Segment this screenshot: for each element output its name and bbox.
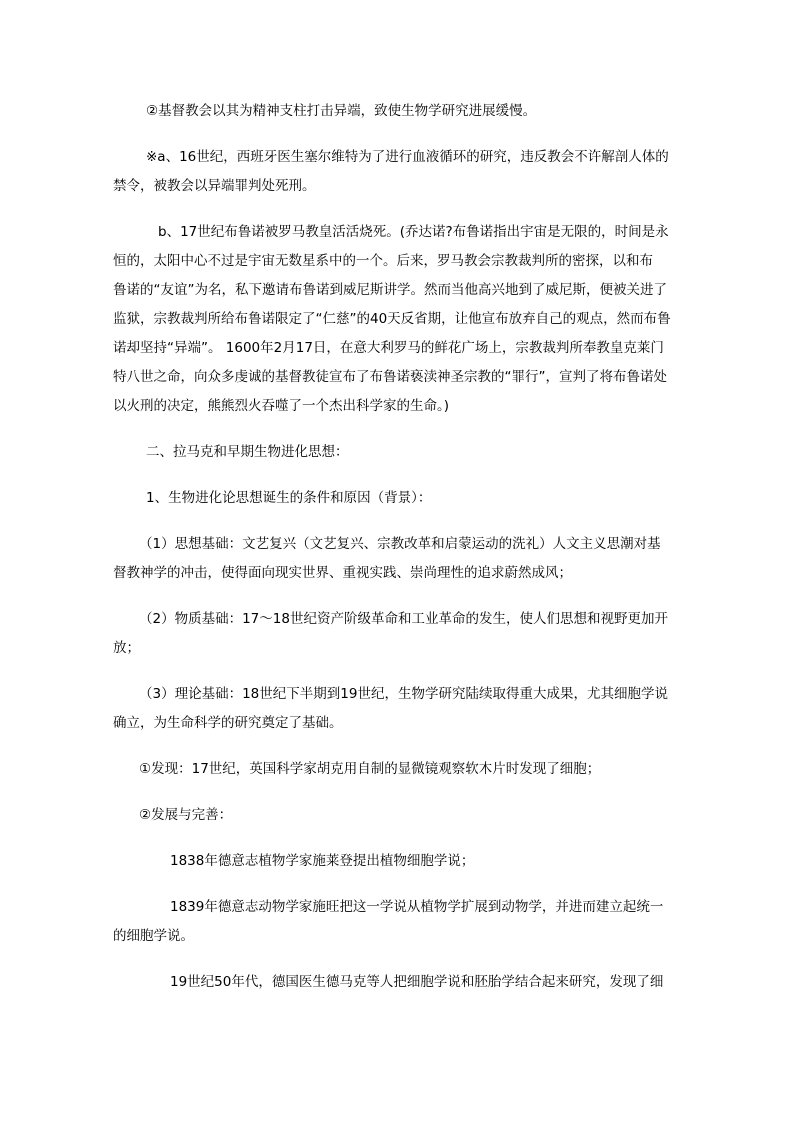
text-line: 19世纪50年代，德国医生德马克等人把细胞学说和胚胎学结合起来研究，发现了细 (170, 974, 664, 990)
text-line: 确立，为生命科学的研究奠定了基础。 (113, 715, 343, 731)
text-line: 放； (113, 640, 140, 656)
text-line: 禁令，被教会以异端罪判处死刑。 (113, 178, 316, 194)
text-line: 1839年德意志动物学家施旺把这一学说从植物学扩展到动物学，并进而建立起统一 (170, 899, 664, 915)
section-heading: 二、拉马克和早期生物进化思想： (146, 444, 349, 460)
text-line: b、17世纪布鲁诺被罗马教皇活活烧死。(乔达诺?布鲁诺指出宇宙是无限的，时间是永 (158, 224, 669, 240)
text-line: 的细胞学说。 (113, 928, 194, 944)
text-line: ②基督教会以其为精神支柱打击异端，致使生物学研究进展缓慢。 (146, 103, 537, 119)
subsection-heading: 1、生物进化论思想诞生的条件和原因（背景）： (146, 490, 432, 506)
text-line: 监狱，宗教裁判所给布鲁诺限定了“仁慈”的40天反省期，让他宣布放弃自己的观点，然而布鲁 (113, 311, 671, 327)
text-line: （2）物质基础：17～18世纪资产阶级革命和工业革命的发生，使人们思想和视野更加开 (139, 611, 668, 627)
text-line: 诺却坚持“异端”。 1600年2月17日，在意大利罗马的鲜花广场上，宗教裁判所奉教皇克莱门 (113, 340, 664, 356)
text-line: 1838年德意志植物学家施莱登提出植物细胞学说； (170, 853, 475, 869)
text-line: 督教神学的冲击，使得面向现实世界、重视实践、崇尚理性的追求蔚然成风； (113, 565, 572, 581)
text-line: 特八世之命，向众多虔诚的基督教徒宣布了布鲁诺亵渎神圣宗教的“罪行”，宣判了将布鲁诺处 (113, 369, 667, 385)
text-line: 鲁诺的“友谊”为名，私下邀请布鲁诺到威尼斯讲学。然而当他高兴地到了威尼斯，便被关进了 (113, 282, 667, 298)
text-line: ②发展与完善： (139, 807, 233, 823)
text-line: （3）理论基础：18世纪下半期到19世纪，生物学研究陆续取得重大成果，尤其细胞学说 (139, 686, 668, 702)
text-line: 以火刑的决定，熊熊烈火吞噬了一个杰出科学家的生命。) (113, 398, 450, 414)
text-line: 恒的，太阳中心不过是宇宙无数星系中的一个。后来，罗马教会宗教裁判所的密探，以和布 (113, 253, 653, 269)
text-line: ※a、16世纪，西班牙医生塞尔维特为了进行血液循环的研究，违反教会不许解剖人体的 (146, 149, 669, 165)
text-line: ①发现：17世纪，英国科学家胡克用自制的显微镜观察软木片时发现了细胞； (139, 761, 601, 777)
text-line: （1）思想基础：文艺复兴（文艺复兴、宗教改革和启蒙运动的洗礼）人文主义思潮对基 (139, 536, 661, 552)
